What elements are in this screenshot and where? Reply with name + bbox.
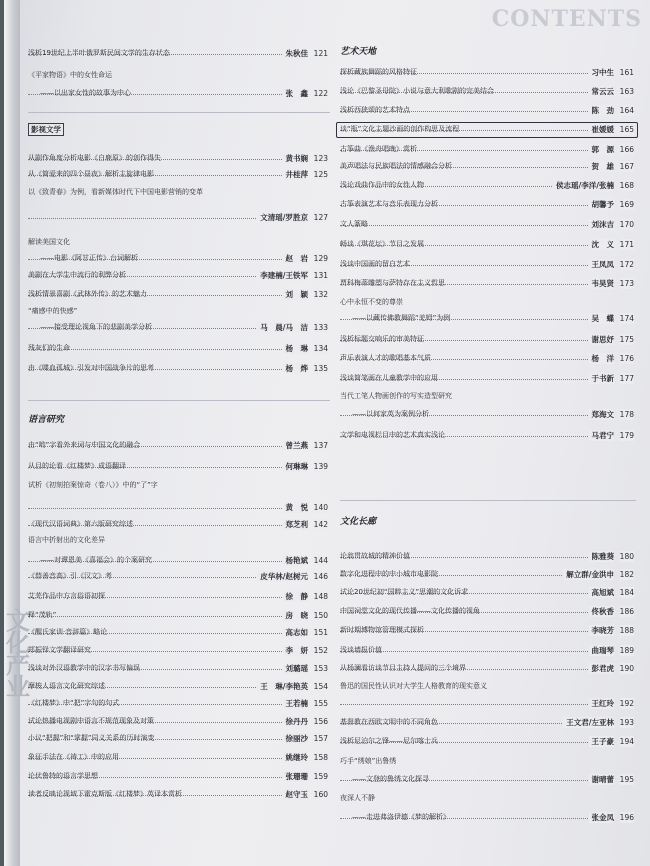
toc-entry[interactable] <box>28 571 330 582</box>
toc-entry[interactable] <box>340 698 636 709</box>
toc-entry[interactable] <box>340 430 636 441</box>
entry-page: 152 <box>313 646 328 655</box>
toc-entry[interactable] <box>28 306 330 317</box>
entry-page: 156 <box>313 717 328 726</box>
toc-entry[interactable] <box>28 555 330 566</box>
entry-author: 马君宁 <box>589 430 615 441</box>
toc-entry[interactable] <box>28 343 330 354</box>
entry-title: ——以出家女性的故事为中心 <box>40 89 131 97</box>
entry-author: 房 晓 <box>283 610 309 621</box>
entry-title: 从剧作角度分析电影《白鹿原》的创作得失 <box>28 154 161 162</box>
entry-page: 180 <box>619 552 634 561</box>
entry-author: 黄书娴 <box>283 153 309 164</box>
toc-entry[interactable] <box>28 480 330 491</box>
entry-page: 154 <box>313 682 328 691</box>
entry-page: 121 <box>313 49 328 58</box>
toc-entry[interactable] <box>28 253 330 264</box>
entry-author: 马 晨/马 洁 <box>257 322 308 333</box>
entry-title: 浅谈对外汉语教学中的汉字书写偏误 <box>28 664 140 672</box>
entry-page: 131 <box>313 271 328 280</box>
entry-author: 杨 烨 <box>283 363 309 374</box>
entry-author: 王 琳/李艳英 <box>257 681 308 692</box>
entry-title: 从杨澜看访谈节目主持人提问的三个境界 <box>340 664 466 672</box>
entry-page: 125 <box>313 170 328 179</box>
toc-entry[interactable] <box>28 591 330 602</box>
entry-title: 浅谈中国画的留白艺术 <box>340 260 410 268</box>
toc-entry[interactable] <box>28 535 330 546</box>
entry-author: 谢晴蕾 <box>589 774 615 785</box>
entry-title: 由“哟”字看外来词与中国文化的融合 <box>28 441 141 449</box>
toc-entry[interactable] <box>340 297 636 308</box>
toc-entry[interactable] <box>28 519 330 530</box>
toc-entry[interactable] <box>340 86 636 97</box>
entry-title: 数字化进程中的中小城市电影院 <box>340 570 438 578</box>
entry-title: 读者反映论视域下霍克斯版《红楼梦》英译本赏析 <box>28 790 182 798</box>
book-spine <box>4 0 28 866</box>
toc-entry[interactable] <box>340 199 636 210</box>
entry-author: 李 妍 <box>283 645 309 656</box>
entry-author: 李晓芳 <box>589 625 615 636</box>
entry-title: ——走进弗洛伊德《梦的解析》 <box>352 813 450 821</box>
entry-title: 《醒氏家训·音辞篇》略论 <box>28 628 108 636</box>
entry-title: 论伏鲁特的语言学思想 <box>28 772 98 780</box>
toc-entry[interactable] <box>340 812 636 823</box>
toc-entry[interactable] <box>28 270 330 281</box>
entry-page: 175 <box>619 335 634 344</box>
entry-page: 166 <box>619 145 634 154</box>
toc-entry[interactable] <box>340 259 636 270</box>
leader-dots <box>28 616 300 617</box>
entry-author: 吴 蝶 <box>589 313 615 324</box>
entry-author: 侯志瑶/李洋/张楠 <box>553 180 614 191</box>
toc-entry[interactable] <box>340 736 636 747</box>
entry-author: 谢思妤 <box>589 334 615 345</box>
entry-page: 132 <box>313 290 328 299</box>
toc-entry[interactable] <box>340 161 636 172</box>
leader-dots <box>28 508 300 509</box>
entry-author: 徐丽沙 <box>283 733 309 744</box>
entry-title: ——对谭恩美《喜福会》的个案研究 <box>40 556 152 564</box>
entry-title: 浅析19世纪上半叶俄罗斯民间文学的生存状态 <box>28 49 170 57</box>
entry-page: 177 <box>619 374 634 383</box>
entry-title: 基督教在西欧文明中的不同角色 <box>340 718 438 726</box>
entry-title: 夜深人不静 <box>340 794 375 802</box>
entry-title: 象征手法在《祷工》中的应用 <box>28 753 119 761</box>
toc-entry[interactable] <box>28 716 330 727</box>
entry-title: 美剧在大学生中流行的利弊分析 <box>28 271 126 279</box>
entry-page: 140 <box>313 503 328 512</box>
entry-page: 189 <box>619 646 634 655</box>
entry-author: 刘璐瑶 <box>283 663 309 674</box>
toc-entry[interactable] <box>28 698 330 709</box>
entry-author: 高旭斌 <box>589 587 615 598</box>
section-heading: 语言研究 <box>28 415 65 425</box>
entry-title: 中国祠堂文化的现代传播——文化传播的视角 <box>340 607 480 615</box>
entry-page: 192 <box>619 699 634 708</box>
toc-entry[interactable] <box>28 752 330 763</box>
entry-page: 151 <box>313 628 328 637</box>
entry-author: 胡馨予 <box>589 199 615 210</box>
toc-entry[interactable] <box>28 48 330 59</box>
toc-entry[interactable] <box>340 278 636 289</box>
highlight-box <box>336 122 638 138</box>
entry-title: 艾芜作品中方言俗语初探 <box>28 592 105 600</box>
contents-watermark: CONTENTS <box>491 6 642 32</box>
entry-author: 杨艳斌 <box>283 555 309 566</box>
entry-author: 韦昊贤 <box>589 278 615 289</box>
entry-author: 文清瑶/罗胜京 <box>257 212 308 223</box>
entry-title: 当代工笔人物画创作的写实造型研究 <box>340 392 452 400</box>
toc-entry[interactable] <box>28 88 330 99</box>
entry-page: 176 <box>619 354 634 363</box>
toc-entry[interactable] <box>340 373 636 384</box>
entry-page: 129 <box>313 254 328 263</box>
entry-author: 陈雅葵 <box>589 551 615 562</box>
toc-entry[interactable] <box>340 681 636 692</box>
entry-title: 文学和电视栏目中的艺术真实浅论 <box>340 431 445 439</box>
entry-title: ——以藏传佛教舞蹈“羌姆”为例 <box>352 314 451 322</box>
entry-title: 《平家物语》中的女性命运 <box>28 71 112 79</box>
entry-page: 142 <box>313 520 328 529</box>
entry-title: 浅谈墙报价值 <box>340 646 382 654</box>
entry-page: 163 <box>619 87 634 96</box>
spine-text: 文化产业 <box>6 606 28 701</box>
entry-title: 美声唱法与民族唱法的情感融合分析 <box>340 162 452 170</box>
entry-page: 196 <box>619 813 634 822</box>
entry-title: 浅析情景喜剧《武林外传》的艺术魅力 <box>28 290 147 298</box>
entry-page: 170 <box>619 220 634 229</box>
entry-page: 133 <box>313 323 328 332</box>
toc-entry[interactable] <box>340 391 636 402</box>
leader-dots <box>340 225 606 226</box>
entry-page: 195 <box>619 775 634 784</box>
toc-entry[interactable] <box>28 627 330 638</box>
toc-entry[interactable] <box>28 440 330 451</box>
entry-page: 139 <box>313 462 328 471</box>
entry-author: 曾兰燕 <box>283 440 309 451</box>
entry-page: 174 <box>619 314 634 323</box>
toc-entry[interactable] <box>340 551 636 562</box>
entry-author: 崔媛媛 <box>589 124 615 135</box>
entry-page: 178 <box>619 410 634 419</box>
entry-author: 刘沫吉 <box>589 219 615 230</box>
divider-line <box>340 500 636 501</box>
entry-title: 浅论戏曲作品中的女性人物 <box>340 181 424 189</box>
entry-title: 声乐表演人才的歌唱基本气质 <box>340 354 431 362</box>
entry-title: 郑振铎文学翻译研究 <box>28 646 91 654</box>
entry-page: 169 <box>619 200 634 209</box>
entry-author: 赵守玉 <box>283 789 309 800</box>
entry-title: ——电影《阿甘正传》台词解析 <box>40 254 138 262</box>
toc-entry[interactable] <box>340 67 636 78</box>
entry-author: 李建楠/王铁军 <box>257 270 308 281</box>
entry-author: 张金凤 <box>589 812 615 823</box>
leader-dots <box>340 704 606 705</box>
entry-author: 王子豪 <box>589 736 615 747</box>
entry-title: 鲁迅的国民性认识对大学生人格教育的现实意义 <box>340 682 487 690</box>
toc-entry[interactable] <box>340 793 636 804</box>
entry-title: 谈“瓶”文化主题沙画的创作构思及流程 <box>340 125 460 133</box>
entry-author: 习中生 <box>589 67 615 78</box>
toc-entry[interactable] <box>340 105 636 116</box>
entry-page: 165 <box>619 125 634 134</box>
entry-title: 论翁贯故城的精神价值 <box>340 552 410 560</box>
entry-title: 释“茂轨” <box>28 611 57 619</box>
entry-author: 张珊珊 <box>283 771 309 782</box>
entry-page: 164 <box>619 106 634 115</box>
entry-title: 《红楼梦》中“把”字句的句式 <box>28 699 120 707</box>
entry-page: 148 <box>313 592 328 601</box>
entry-title: 古筝表演艺术与音乐表现力分析 <box>340 200 438 208</box>
entry-page: 135 <box>313 364 328 373</box>
toc-entry[interactable] <box>340 409 636 420</box>
entry-author: 刘 颖 <box>283 289 309 300</box>
entry-author: 郑芝利 <box>283 519 309 530</box>
toc-entry[interactable] <box>340 587 636 598</box>
entry-page: 173 <box>619 279 634 288</box>
entry-title: 浅谈简笔画在儿童教学中的应用 <box>340 374 438 382</box>
toc-entry[interactable] <box>340 756 636 767</box>
entry-author: 常云云 <box>589 86 615 97</box>
entry-author: 何琳琳 <box>283 461 309 472</box>
entry-page: 122 <box>313 89 328 98</box>
entry-title: ——以何家英为案例分析 <box>352 410 429 418</box>
toc-entry[interactable] <box>28 289 330 300</box>
entry-page: 167 <box>619 162 634 171</box>
entry-author: 赵 岩 <box>283 253 309 264</box>
toc-entry[interactable] <box>28 681 330 692</box>
entry-page: 194 <box>619 737 634 746</box>
toc-entry[interactable] <box>28 187 330 198</box>
entry-title: 试论热播电视剧中语言不规范现象及对策 <box>28 717 154 725</box>
toc-entry[interactable] <box>340 353 636 364</box>
toc-entry[interactable] <box>340 219 636 230</box>
entry-author: 张 鑫 <box>283 88 309 99</box>
divider-line <box>28 400 330 401</box>
entry-author: 杨 琳 <box>283 343 309 354</box>
toc-entry[interactable] <box>340 663 636 674</box>
divider-line <box>28 112 330 113</box>
toc-entry[interactable] <box>340 569 636 580</box>
entry-author: 王红玲 <box>589 698 615 709</box>
entry-author: 郑海文 <box>589 409 615 420</box>
toc-entry[interactable] <box>340 239 636 250</box>
toc-entry[interactable] <box>28 363 330 374</box>
toc-entry[interactable] <box>340 180 636 191</box>
entry-title: 心中永恒不变的尊崇 <box>340 298 403 306</box>
entry-title: 试析《初刻拍案惊奇（卷八）》中的“了”字 <box>28 481 158 489</box>
entry-title: 《替善音高》引《汉文》考 <box>28 572 112 580</box>
entry-author: 朱秋佳 <box>283 48 309 59</box>
entry-author: 高志如 <box>283 627 309 638</box>
entry-title: 以《致青春》为例，看新媒体时代下中国电影营销的变革 <box>28 188 203 196</box>
entry-page: 179 <box>619 431 634 440</box>
entry-title: 文人篆略 <box>340 220 368 228</box>
entry-page: 190 <box>619 664 634 673</box>
entry-page: 186 <box>619 607 634 616</box>
entry-title: “痛感中的快感” <box>28 307 78 315</box>
entry-author: 皮华林/赵树元 <box>257 571 308 582</box>
entry-title: 摩梭人语言文化研究综述 <box>28 682 105 690</box>
entry-page: 159 <box>313 772 328 781</box>
entry-title: 古筝曲《渔舟唱晚》赏析 <box>340 145 417 153</box>
entry-author: 曲瑞琴 <box>589 645 615 656</box>
entry-page: 155 <box>313 699 328 708</box>
entry-author: 王若楠 <box>283 698 309 709</box>
entry-title: 解读美国文化 <box>28 238 70 246</box>
entry-title: 新时期博物馆管理模式探析 <box>340 626 424 634</box>
entry-page: 168 <box>619 181 634 190</box>
entry-title: ——接受理论视角下的悲剧美学分析 <box>40 323 152 331</box>
toc-entry[interactable] <box>28 461 330 472</box>
entry-page: 127 <box>313 213 328 222</box>
toc-page <box>4 0 650 866</box>
toc-entry[interactable] <box>28 733 330 744</box>
entry-page: 134 <box>313 344 328 353</box>
entry-title: 浅析标题交响乐的审美特征 <box>340 335 424 343</box>
entry-title: ——文登的鲁绣文化探寻 <box>352 775 429 783</box>
entry-author: 杨 洋 <box>589 353 615 364</box>
entry-page: 160 <box>313 790 328 799</box>
toc-entry[interactable] <box>340 144 636 155</box>
entry-author: 黄 悦 <box>283 502 309 513</box>
entry-page: 158 <box>313 753 328 762</box>
entry-page: 171 <box>619 240 634 249</box>
entry-title: 小议“把握”和“掌握”同义关系的历时演变 <box>28 734 155 742</box>
toc-entry[interactable] <box>28 169 330 180</box>
entry-page: 193 <box>619 718 634 727</box>
entry-page: 161 <box>619 68 634 77</box>
toc-entry[interactable] <box>28 789 330 800</box>
entry-author: 徐丹丹 <box>283 716 309 727</box>
section-heading: 文化长廊 <box>340 517 377 527</box>
toc-entry[interactable] <box>340 717 636 728</box>
entry-title: 由《喋血孤城》引发对中国战争片的思考 <box>28 364 154 372</box>
entry-author: 陈 劲 <box>589 105 615 116</box>
entry-page: 146 <box>313 572 328 581</box>
entry-title: 探析藏族舞蹈的风格特征 <box>340 68 417 76</box>
entry-title: 语言中折射出的文化差异 <box>28 536 105 544</box>
entry-page: 157 <box>313 734 328 743</box>
entry-author: 徐 静 <box>283 591 309 602</box>
toc-entry[interactable] <box>340 313 636 324</box>
entry-title: 贾科梅蒂雕塑与萨特存在主义哲思 <box>340 279 445 287</box>
entry-page: 153 <box>313 664 328 673</box>
entry-title: 残灰们的生命 <box>28 344 70 352</box>
entry-author: 郭 源 <box>589 144 615 155</box>
toc-entry[interactable] <box>28 237 330 248</box>
toc-entry[interactable] <box>28 153 330 164</box>
entry-author: 佟秋香 <box>589 606 615 617</box>
toc-entry[interactable] <box>340 645 636 656</box>
toc-entry[interactable] <box>340 625 636 636</box>
toc-entry[interactable] <box>28 663 330 674</box>
entry-author: 贺 雄 <box>589 161 615 172</box>
toc-entry[interactable] <box>340 774 636 785</box>
toc-entry[interactable] <box>28 645 330 656</box>
entry-author: 姚继玲 <box>283 752 309 763</box>
entry-page: 188 <box>619 626 634 635</box>
entry-author: 解立群/金洪申 <box>563 569 614 580</box>
entry-title: 从《简爱来的四个昼夜》解析主旋律电影 <box>28 170 154 178</box>
entry-title: 试论20世纪初“国粹主义”思潮的文化诉求 <box>340 588 469 596</box>
entry-page: 182 <box>619 570 634 579</box>
entry-title: 从目的论看《红楼梦》成语翻译 <box>28 462 126 470</box>
toc-entry[interactable] <box>28 212 330 223</box>
section-heading: 影视文学 <box>28 123 64 136</box>
entry-page: 172 <box>619 260 634 269</box>
toc-entry[interactable] <box>28 771 330 782</box>
entry-page: 137 <box>313 441 328 450</box>
toc-entry[interactable] <box>340 606 636 617</box>
entry-author: 王凤凤 <box>589 259 615 270</box>
entry-title: 畅谈《琪花坛》节目之发展 <box>340 240 424 248</box>
toc-entry[interactable] <box>340 334 636 345</box>
entry-author: 井桂萍 <box>283 169 309 180</box>
toc-entry[interactable] <box>28 502 330 513</box>
entry-author: 于书新 <box>589 373 615 384</box>
toc-entry[interactable] <box>28 610 330 621</box>
entry-author: 彭君虎 <box>589 663 615 674</box>
entry-title: 浅论《巴黎圣母院》小说与意大利歌剧的完美结合 <box>340 87 494 95</box>
entry-page: 184 <box>619 588 634 597</box>
entry-author: 沈 义 <box>589 239 615 250</box>
entry-author: 王文君/左亚林 <box>563 717 614 728</box>
toc-entry[interactable] <box>28 322 330 333</box>
entry-title: 浅析西狭颂的艺术特点 <box>340 106 410 114</box>
entry-title: 《现代汉语词典》第六版研究综述 <box>28 520 133 528</box>
entry-page: 144 <box>313 556 328 565</box>
section-heading: 艺术天地 <box>340 47 377 57</box>
entry-title: 巧手“绣娘”出鲁绣 <box>340 757 397 765</box>
entry-page: 123 <box>313 154 328 163</box>
entry-title: 浅析尼泊尔之锋——尼尔喀士兵 <box>340 737 438 745</box>
toc-entry[interactable] <box>28 70 330 81</box>
entry-page: 150 <box>313 611 328 620</box>
